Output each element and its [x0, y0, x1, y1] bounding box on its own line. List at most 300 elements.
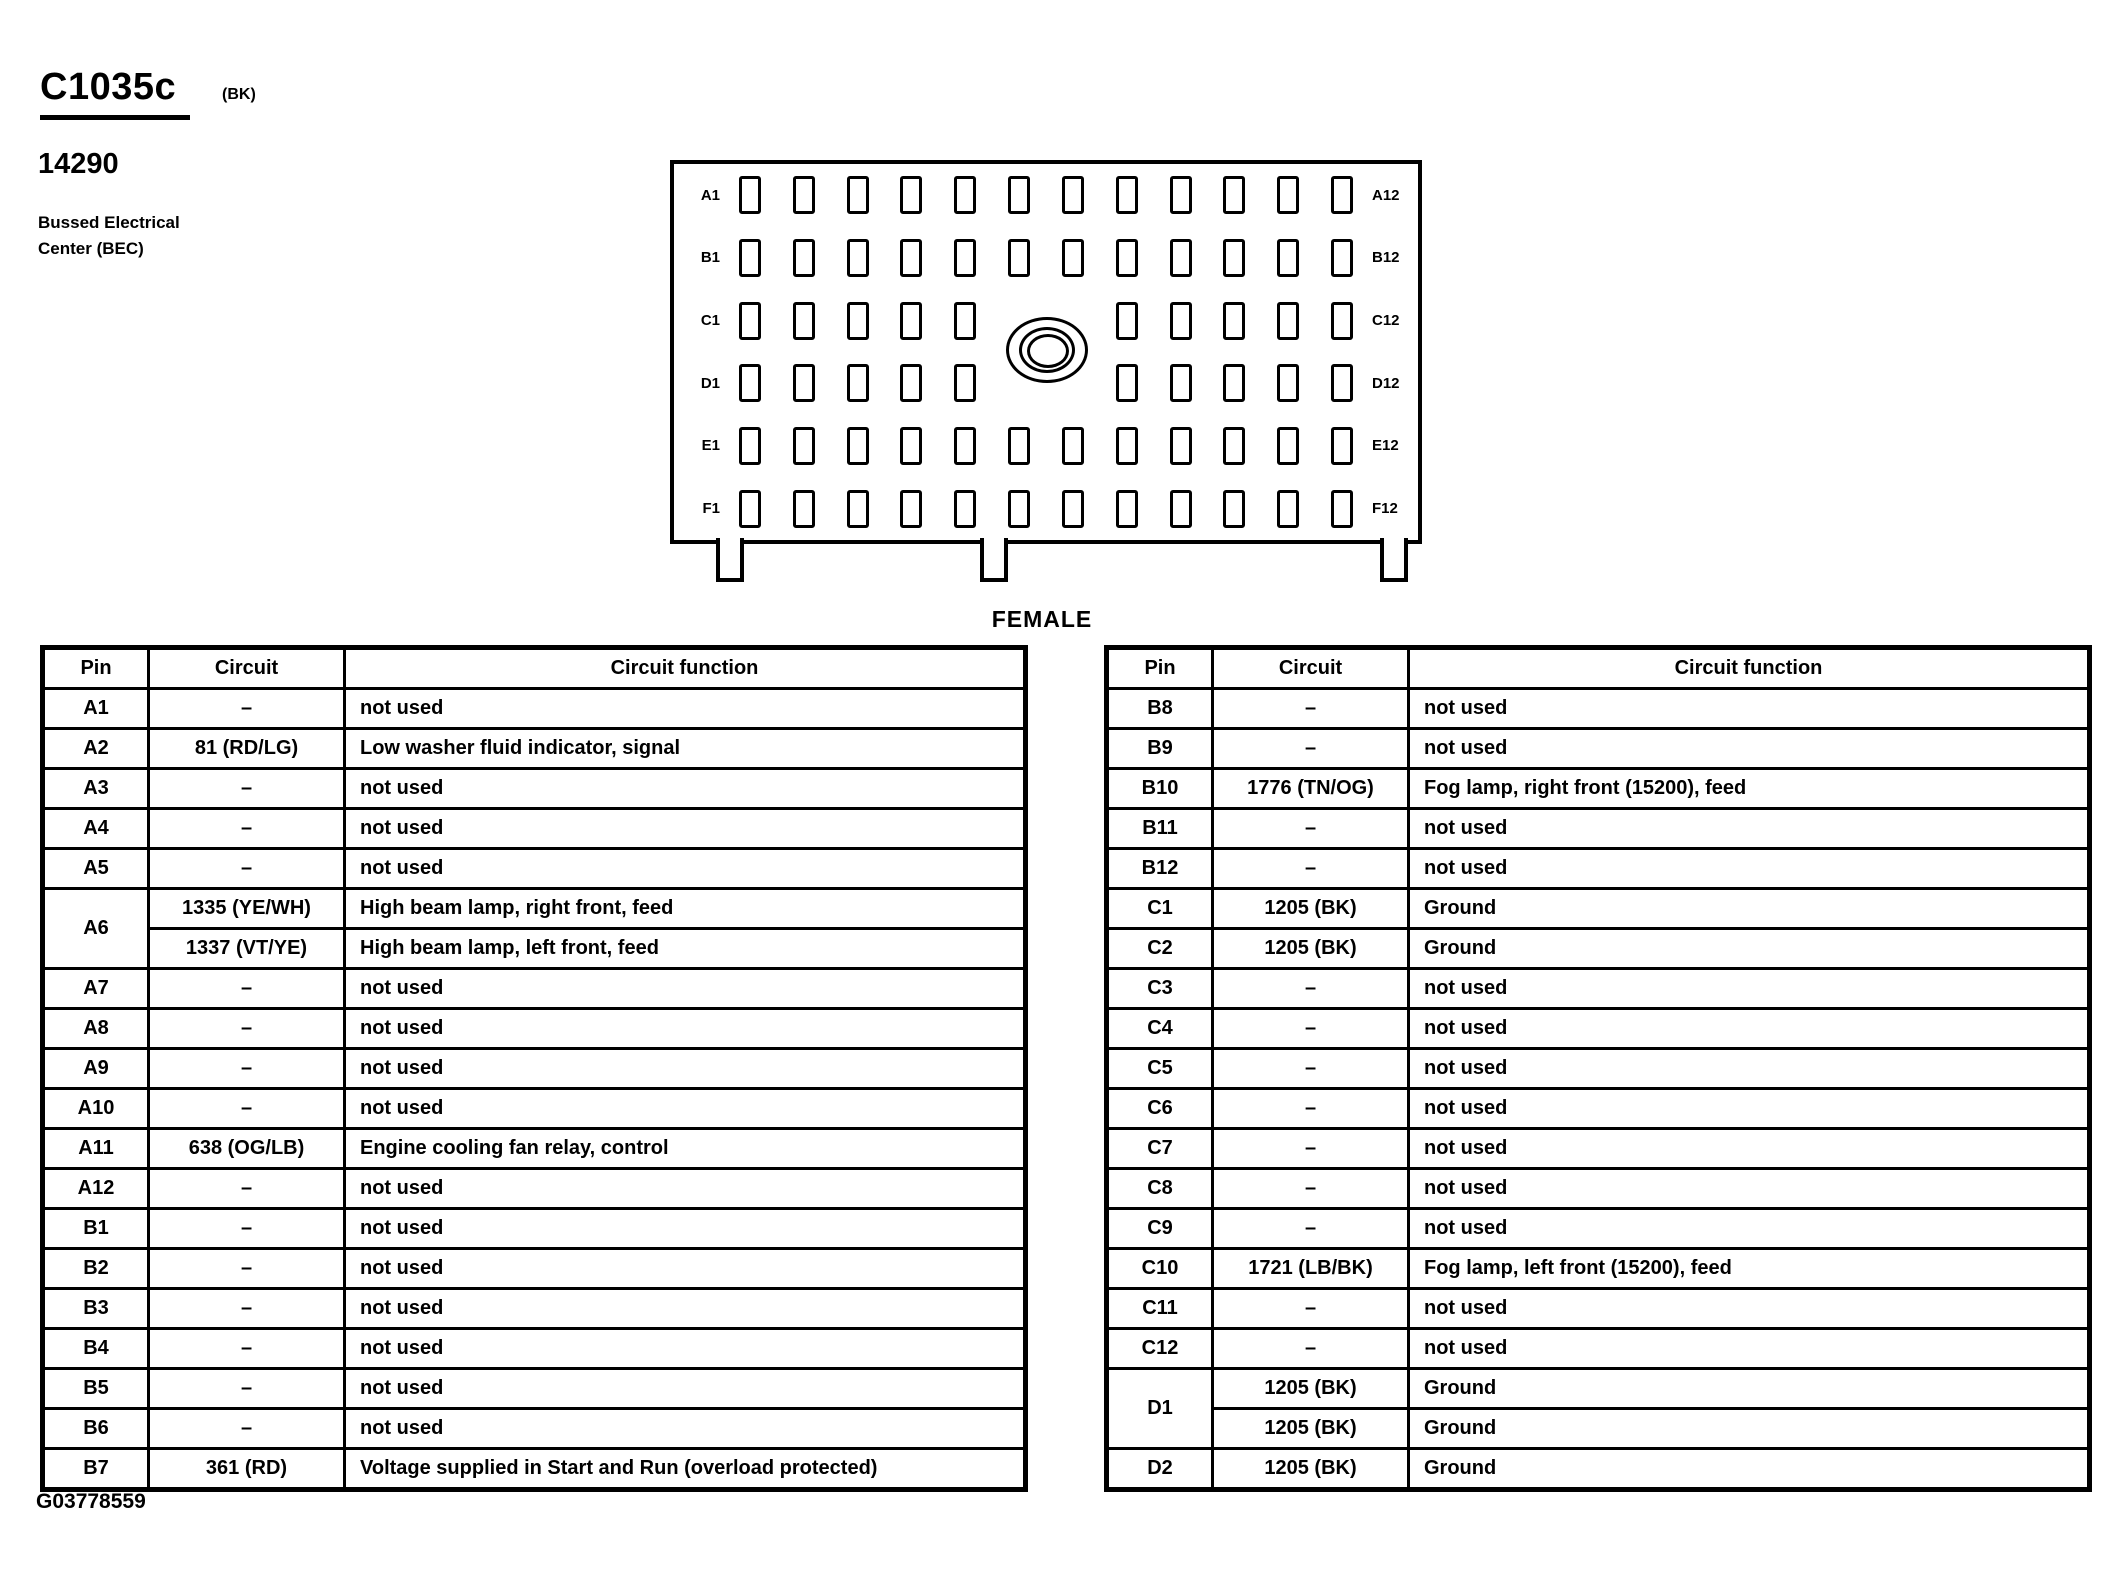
pin-row-label-right: E12: [1372, 437, 1399, 455]
pin-cavity-icon: [739, 427, 761, 465]
table-row: [43, 1169, 1026, 1209]
alignment-boss-icon: [1006, 317, 1088, 383]
pin-slot: [884, 490, 938, 528]
pin-slot: [992, 176, 1046, 214]
circuit-cell: –: [149, 1369, 345, 1409]
circuit-cell: –: [1213, 689, 1409, 729]
table-row: [1107, 969, 2090, 1009]
circuit-cell: –: [1213, 1129, 1409, 1169]
pin-cavity-icon: [1331, 176, 1353, 214]
circuit-cell: –: [149, 969, 345, 1009]
pin-cavity-icon: [1170, 490, 1192, 528]
circuit-function-cell: not used: [345, 969, 1026, 1009]
circuit-cell: –: [149, 1009, 345, 1049]
circuit-function-cell: not used: [345, 1049, 1026, 1089]
table-row: [43, 1449, 1026, 1490]
circuit-cell: –: [149, 1409, 345, 1449]
pin-slot: [1154, 490, 1208, 528]
table-row: [1107, 769, 2090, 809]
pin-cavity-icon: [1277, 239, 1299, 277]
circuit-cell: –: [1213, 849, 1409, 889]
pin-slot: [1261, 490, 1315, 528]
pin-row-label-right: B12: [1372, 249, 1400, 267]
table-row: [1107, 1289, 2090, 1329]
pin-cavity-icon: [1223, 239, 1245, 277]
circuit-function-cell: not used: [1409, 849, 2090, 889]
table-row: [1107, 689, 2090, 729]
pin-slot: [1207, 176, 1261, 214]
pin-cavity-icon: [900, 490, 922, 528]
pin-slot: [1046, 176, 1100, 214]
circuit-cell: 1337 (VT/YE): [149, 929, 345, 969]
table-row: [1107, 1089, 2090, 1129]
pin-slot: [1207, 364, 1261, 402]
pin-cell: B1: [43, 1209, 149, 1249]
table-row: [43, 929, 1026, 969]
pin-cell: C4: [1107, 1009, 1213, 1049]
table-row: [43, 849, 1026, 889]
pin-slot: [777, 176, 831, 214]
connector-pin-row: [674, 420, 1418, 472]
pin-cell: A4: [43, 809, 149, 849]
pin-cavity-icon: [1116, 490, 1138, 528]
mounting-tab-right: [1380, 538, 1408, 582]
circuit-function-cell: not used: [1409, 1209, 2090, 1249]
circuit-function-cell: not used: [345, 1169, 1026, 1209]
header-pin: Pin: [43, 648, 149, 689]
pin-slot: [1100, 176, 1154, 214]
pin-slot: [938, 239, 992, 277]
circuit-cell: –: [1213, 1329, 1409, 1369]
pin-cavity-icon: [793, 427, 815, 465]
pin-cavity-icon: [1008, 176, 1030, 214]
pin-cell: A9: [43, 1049, 149, 1089]
table-row: [43, 1009, 1026, 1049]
circuit-cell: –: [1213, 729, 1409, 769]
pin-cavity-icon: [1331, 239, 1353, 277]
table-row: [43, 809, 1026, 849]
pin-slot: [723, 239, 777, 277]
pin-cavity-icon: [793, 364, 815, 402]
pin-slot: [831, 490, 885, 528]
pin-cavity-icon: [1331, 490, 1353, 528]
pin-slot: [1046, 239, 1100, 277]
table-row: [1107, 889, 2090, 929]
table-row: [1107, 1369, 2090, 1409]
table-row: [1107, 929, 2090, 969]
pin-cavity-icon: [954, 490, 976, 528]
pin-cell: D2: [1107, 1449, 1213, 1490]
pin-slot: [831, 176, 885, 214]
alignment-boss-core: [1027, 334, 1069, 368]
pin-slot: [831, 239, 885, 277]
circuit-function-cell: not used: [345, 1369, 1026, 1409]
table-header-row: [43, 648, 1026, 689]
pin-slot: [992, 427, 1046, 465]
circuit-function-cell: not used: [1409, 1089, 2090, 1129]
pin-cell: A7: [43, 969, 149, 1009]
circuit-function-cell: Low washer fluid indicator, signal: [345, 729, 1026, 769]
circuit-function-cell: Fog lamp, left front (15200), feed: [1409, 1249, 2090, 1289]
header-circuit-function: Circuit function: [345, 648, 1026, 689]
pin-slot: [1154, 364, 1208, 402]
pin-cell: C1: [1107, 889, 1213, 929]
table-row: [43, 1129, 1026, 1169]
table-row: [1107, 1409, 2090, 1449]
circuit-cell: –: [1213, 1289, 1409, 1329]
circuit-function-cell: Ground: [1409, 1449, 2090, 1490]
circuit-cell: 1205 (BK): [1213, 889, 1409, 929]
pin-cell: C11: [1107, 1289, 1213, 1329]
component-name-line2: Center (BEC): [38, 238, 144, 258]
pin-cell: C3: [1107, 969, 1213, 1009]
pin-cell: C12: [1107, 1329, 1213, 1369]
circuit-cell: 1776 (TN/OG): [1213, 769, 1409, 809]
circuit-cell: –: [149, 1289, 345, 1329]
circuit-function-cell: not used: [1409, 689, 2090, 729]
pin-row-label-left: D1: [700, 374, 720, 392]
circuit-function-cell: not used: [1409, 1129, 2090, 1169]
pin-cell: B2: [43, 1249, 149, 1289]
connector-face-diagram: [670, 160, 1422, 544]
table-row: [1107, 1049, 2090, 1089]
pin-slots: [723, 176, 1369, 214]
pin-slot: [1315, 427, 1369, 465]
pin-cavity-icon: [1008, 427, 1030, 465]
pin-cell: B5: [43, 1369, 149, 1409]
pin-cavity-icon: [847, 176, 869, 214]
pin-cell: A2: [43, 729, 149, 769]
pin-cell: B3: [43, 1289, 149, 1329]
pin-cavity-icon: [1170, 427, 1192, 465]
pin-cavity-icon: [1277, 490, 1299, 528]
pin-cell: D1: [1107, 1369, 1213, 1449]
pin-cavity-icon: [1223, 490, 1245, 528]
table-row: [1107, 1329, 2090, 1369]
pin-cell: B6: [43, 1409, 149, 1449]
circuit-function-cell: Ground: [1409, 929, 2090, 969]
circuit-cell: –: [1213, 1089, 1409, 1129]
circuit-function-cell: not used: [345, 1329, 1026, 1369]
table-row: [1107, 729, 2090, 769]
pin-row-label-left: F1: [702, 500, 720, 518]
pin-slot: [884, 302, 938, 340]
pin-cavity-icon: [1062, 427, 1084, 465]
circuit-function-cell: Voltage supplied in Start and Run (overload protected): [345, 1449, 1026, 1490]
pin-cavity-icon: [739, 302, 761, 340]
pin-row-label-right: F12: [1372, 500, 1398, 518]
circuit-cell: 1205 (BK): [1213, 1369, 1409, 1409]
table-row: [1107, 1449, 2090, 1490]
circuit-cell: –: [149, 1249, 345, 1289]
pin-slot: [1046, 427, 1100, 465]
table-row: [43, 969, 1026, 1009]
pin-cavity-icon: [1223, 364, 1245, 402]
pin-cavity-icon: [900, 427, 922, 465]
circuit-function-cell: Ground: [1409, 889, 2090, 929]
part-number: 14290: [38, 148, 119, 180]
pin-slot: [992, 490, 1046, 528]
header-circuit: Circuit: [149, 648, 345, 689]
component-name: [38, 210, 180, 261]
circuit-function-cell: not used: [345, 1209, 1026, 1249]
pin-cavity-icon: [739, 364, 761, 402]
pin-slot: [884, 427, 938, 465]
header-circuit: Circuit: [1213, 648, 1409, 689]
table-row: [43, 1409, 1026, 1449]
pin-cavity-icon: [793, 302, 815, 340]
circuit-cell: –: [1213, 809, 1409, 849]
pin-row-label-left: C1: [700, 312, 720, 330]
pin-cell: B7: [43, 1449, 149, 1490]
pin-cell: B8: [1107, 689, 1213, 729]
table-row: [1107, 1169, 2090, 1209]
pin-cavity-icon: [739, 176, 761, 214]
circuit-cell: 638 (OG/LB): [149, 1129, 345, 1169]
pin-row-label-right: D12: [1372, 374, 1400, 392]
circuit-cell: 81 (RD/LG): [149, 729, 345, 769]
table-row: [43, 1049, 1026, 1089]
pin-cell: A3: [43, 769, 149, 809]
pin-cell: C5: [1107, 1049, 1213, 1089]
pin-cavity-icon: [1116, 364, 1138, 402]
pin-cell: C2: [1107, 929, 1213, 969]
pin-row-label-right: A12: [1372, 186, 1400, 204]
pin-cavity-icon: [1223, 176, 1245, 214]
circuit-cell: –: [1213, 1009, 1409, 1049]
pin-slot: [777, 302, 831, 340]
pin-cavity-icon: [1062, 490, 1084, 528]
pin-slot: [1261, 427, 1315, 465]
circuit-function-cell: Fog lamp, right front (15200), feed: [1409, 769, 2090, 809]
pin-cell: B10: [1107, 769, 1213, 809]
connector-pin-row: [674, 483, 1418, 535]
pin-cavity-icon: [1277, 302, 1299, 340]
circuit-cell: –: [149, 1209, 345, 1249]
circuit-cell: 1205 (BK): [1213, 1449, 1409, 1490]
table-row: [43, 1369, 1026, 1409]
gender-label: FEMALE: [991, 606, 1093, 632]
pin-slot: [1100, 490, 1154, 528]
table-header-row: [1107, 648, 2090, 689]
pin-cavity-icon: [1277, 427, 1299, 465]
pin-cavity-icon: [793, 239, 815, 277]
circuit-function-cell: not used: [345, 689, 1026, 729]
table-row: [1107, 849, 2090, 889]
pin-cell: B9: [1107, 729, 1213, 769]
alignment-boss-ring: [1019, 327, 1075, 373]
pin-slots: [723, 427, 1369, 465]
pin-cavity-icon: [1116, 302, 1138, 340]
pin-slot: [777, 490, 831, 528]
pin-cavity-icon: [1170, 176, 1192, 214]
circuit-function-cell: not used: [345, 1409, 1026, 1449]
circuit-function-cell: not used: [1409, 1049, 2090, 1089]
pin-cavity-icon: [1223, 427, 1245, 465]
table-row: [43, 1089, 1026, 1129]
circuit-cell: –: [1213, 1049, 1409, 1089]
circuit-cell: –: [1213, 1209, 1409, 1249]
pin-slot: [1207, 302, 1261, 340]
pin-cavity-icon: [739, 239, 761, 277]
circuit-function-cell: not used: [345, 769, 1026, 809]
table-row: [43, 1329, 1026, 1369]
pin-slot: [884, 239, 938, 277]
pin-slot: [938, 490, 992, 528]
circuit-cell: –: [149, 689, 345, 729]
pin-slot: [1315, 490, 1369, 528]
pin-table-right: [1104, 645, 2092, 1492]
pin-slot: [777, 427, 831, 465]
circuit-cell: –: [149, 1089, 345, 1129]
circuit-function-cell: not used: [1409, 969, 2090, 1009]
pin-cell: C6: [1107, 1089, 1213, 1129]
pin-slot: [884, 176, 938, 214]
circuit-function-cell: not used: [1409, 1329, 2090, 1369]
pin-slot: [777, 364, 831, 402]
header-pin: Pin: [1107, 648, 1213, 689]
connector-color-code: (BK): [222, 86, 256, 103]
pin-cell: C10: [1107, 1249, 1213, 1289]
pin-slots: [723, 490, 1369, 528]
pin-cavity-icon: [900, 176, 922, 214]
pin-cell: A12: [43, 1169, 149, 1209]
pin-slot: [938, 302, 992, 340]
connector-pin-row: [674, 232, 1418, 284]
pin-slot: [1046, 490, 1100, 528]
pin-slot: [1207, 427, 1261, 465]
pin-slot: [723, 427, 777, 465]
circuit-cell: 1721 (LB/BK): [1213, 1249, 1409, 1289]
pin-slot: [1100, 239, 1154, 277]
pin-slot: [884, 364, 938, 402]
figure-code: G03778559: [36, 1490, 146, 1513]
pin-cavity-icon: [847, 302, 869, 340]
circuit-function-cell: not used: [345, 1089, 1026, 1129]
table-row: [43, 889, 1026, 929]
circuit-function-cell: not used: [1409, 809, 2090, 849]
pin-cell: B12: [1107, 849, 1213, 889]
pin-cavity-icon: [1277, 364, 1299, 402]
pin-cavity-icon: [954, 427, 976, 465]
pin-slot: [1100, 427, 1154, 465]
pin-cavity-icon: [847, 364, 869, 402]
pin-cavity-icon: [1116, 176, 1138, 214]
circuit-cell: 1205 (BK): [1213, 929, 1409, 969]
pin-cavity-icon: [1331, 364, 1353, 402]
circuit-cell: –: [149, 1049, 345, 1089]
mounting-tab-center: [980, 538, 1008, 582]
circuit-function-cell: Ground: [1409, 1409, 2090, 1449]
pin-row-label-left: A1: [700, 186, 720, 204]
pin-cavity-icon: [1331, 427, 1353, 465]
pin-cavity-icon: [954, 364, 976, 402]
pin-cell: A6: [43, 889, 149, 969]
pin-cavity-icon: [1008, 239, 1030, 277]
pin-cavity-icon: [847, 239, 869, 277]
circuit-cell: –: [149, 769, 345, 809]
pin-cavity-icon: [1116, 427, 1138, 465]
mounting-tab-left: [716, 538, 744, 582]
pin-slots: [723, 239, 1369, 277]
pin-slot: [938, 364, 992, 402]
circuit-function-cell: not used: [345, 1009, 1026, 1049]
circuit-function-cell: not used: [345, 809, 1026, 849]
pin-cavity-icon: [847, 427, 869, 465]
pin-slot: [1261, 239, 1315, 277]
table-row: [43, 769, 1026, 809]
pin-slot: [1315, 239, 1369, 277]
circuit-function-cell: not used: [1409, 1169, 2090, 1209]
pin-cavity-icon: [1008, 490, 1030, 528]
circuit-cell: –: [149, 1169, 345, 1209]
pin-cavity-icon: [739, 490, 761, 528]
pin-slot: [831, 364, 885, 402]
header-circuit-function: Circuit function: [1409, 648, 2090, 689]
pin-table-left: [40, 645, 1028, 1492]
pin-cavity-icon: [1062, 239, 1084, 277]
table-row: [1107, 1009, 2090, 1049]
circuit-cell: –: [149, 849, 345, 889]
pin-cavity-icon: [900, 302, 922, 340]
pin-cavity-icon: [1331, 302, 1353, 340]
pin-cell: A11: [43, 1129, 149, 1169]
circuit-cell: –: [149, 809, 345, 849]
pin-cavity-icon: [1170, 239, 1192, 277]
circuit-function-cell: not used: [1409, 1289, 2090, 1329]
pin-cavity-icon: [954, 302, 976, 340]
pin-cavity-icon: [900, 364, 922, 402]
pin-slot: [831, 302, 885, 340]
pin-slot: [1207, 490, 1261, 528]
pin-cavity-icon: [1062, 176, 1084, 214]
circuit-function-cell: Ground: [1409, 1369, 2090, 1409]
table-row: [43, 1289, 1026, 1329]
table-row: [43, 1249, 1026, 1289]
pin-cavity-icon: [954, 176, 976, 214]
table-row: [43, 1209, 1026, 1249]
pin-slot: [777, 239, 831, 277]
pin-cell: C9: [1107, 1209, 1213, 1249]
pin-slot: [1154, 176, 1208, 214]
pin-cavity-icon: [793, 490, 815, 528]
pin-slot: [992, 239, 1046, 277]
pin-cell: C7: [1107, 1129, 1213, 1169]
pin-cavity-icon: [900, 239, 922, 277]
table-row: [43, 689, 1026, 729]
pin-slot: [831, 427, 885, 465]
pin-cavity-icon: [847, 490, 869, 528]
pin-row-label-right: C12: [1372, 312, 1400, 330]
circuit-cell: –: [1213, 1169, 1409, 1209]
pin-cell: A8: [43, 1009, 149, 1049]
pin-slot: [1100, 364, 1154, 402]
pin-slot: [1261, 364, 1315, 402]
component-name-line1: Bussed Electrical: [38, 213, 180, 232]
pin-cell: B11: [1107, 809, 1213, 849]
table-row: [1107, 1249, 2090, 1289]
pin-cell: B4: [43, 1329, 149, 1369]
pin-slot: [1261, 176, 1315, 214]
pin-slot: [1207, 239, 1261, 277]
pin-slot: [1154, 302, 1208, 340]
pin-slot: [938, 427, 992, 465]
circuit-function-cell: High beam lamp, right front, feed: [345, 889, 1026, 929]
circuit-cell: 1335 (YE/WH): [149, 889, 345, 929]
connector-id-title: C1035c: [40, 66, 190, 120]
pin-slot: [1315, 364, 1369, 402]
pin-slot: [723, 302, 777, 340]
